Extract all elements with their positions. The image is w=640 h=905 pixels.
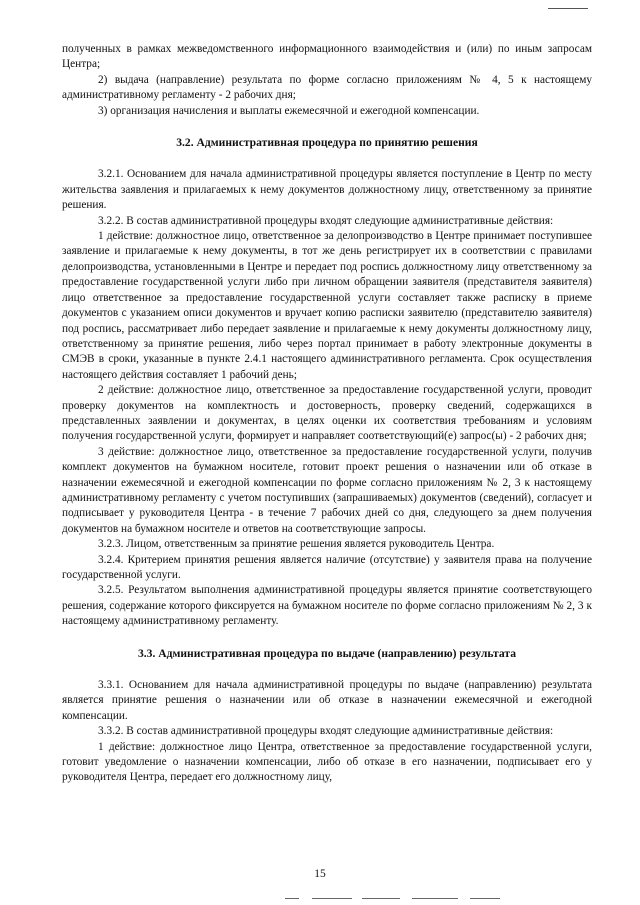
action-1: 1 действие: должностное лицо, ответственное за делопроизводство в Центре принимает поступившее заявление и прилагаемые к нему документы, в тот же день регистрирует их в соответствии с правилами делопроизводства, установленными в Центре и передает под роспись должностному лицу ответственному за предоставление государственной услуги либо при личном обращении заявителя (представителя заявителя) лицо ответственное за предоставление государственной услуги составляет также расписку в приеме документов с указанием описи документов и вручает копию расписки заявителю (представителю заявителя) под роспись, рассматривает либо передает заявление и прилагаемые к нему документы должностному лицу, ответственному за принятие решения, либо через портал принимает в работу электронные документы в СМЭВ в сроки, указанные в пункте 2.4.1 настоящего административного регламента. Срок осуществления настоящего действия составляет 1 рабочий день; — [62, 230, 592, 381]
paragraph-3-3-2: 3.3.2. В состав административной процедуры входят следующие административные действия: — [98, 725, 554, 738]
document-body — [62, 42, 592, 786]
paragraph-3-2-5: 3.2.5. Результатом выполнения административной процедуры является принятие соответствующего решения, содержание которого фиксируется на бумажном носителе по форме согласно приложениям № 2, 3 к настоящему административному регламенту. — [62, 584, 592, 628]
section-heading-3-3: 3.3. Административная процедура по выдаче (направлению) результата — [137, 646, 517, 660]
scan-mark — [412, 898, 458, 899]
page-number: 15 — [314, 868, 326, 880]
action-1-delivery: 1 действие: должностное лицо Центра, ответственное за предоставление государственной услуги, готовит уведомление о назначении компенсации, либо об отказе в его назначении, подписывает его у руководителя Центра, передает его должностному лицу, — [62, 740, 592, 784]
section-heading-3-2: 3.2. Административная процедура по принятию решения — [176, 136, 478, 150]
paragraph-3-2-3: 3.2.3. Лицом, ответственным за принятие решения является руководитель Центра. — [98, 538, 495, 551]
scan-mark — [548, 8, 588, 9]
action-3: 3 действие: должностное лицо, ответственное за предоставление государственной услуги, получив комплект документов на бумажном носителе, готовит проект решения о назначении или об отказе в назначении ежемесячной и ежегодной компенсации по форме согласно приложениям № 2, 3 к настоящему административному регламенту с учетом поступивших (запрашиваемых) документов (сведений), согласует и подписывает у руководителя Центра - в течение 7 рабочих дней со дня, следующего за днем получения документов на бумажном носителе и ответов на соответствующие запросы. — [62, 445, 592, 535]
scan-mark — [470, 898, 500, 899]
list-item-3: 3) организация начисления и выплаты ежемесячной и ежегодной компенсации. — [98, 104, 480, 117]
scan-mark — [362, 898, 400, 899]
action-2: 2 действие: должностное лицо, ответственное за предоставление государственной услуги, проводит проверку документов на комплектность и достоверность, проверку сведений, содержащихся в представленных заявлении и документах, в целях оценки их соответствия требованиям и условиям получения государственной услуги, формирует и направляет соответствующий(е) запрос(ы) - 2 рабочих дня; — [62, 384, 592, 443]
scan-mark — [285, 898, 299, 899]
paragraph-3-3-1: 3.3.1. Основанием для начала административной процедуры по выдаче (направлению) результата является принятие решения о назначении или об отказе в назначении ежемесячной и ежегодной компенсации. — [62, 679, 592, 722]
paragraph-3-2-2: 3.2.2. В состав административной процедуры входят следующие административные действия: — [98, 214, 554, 227]
paragraph-3-2-1: 3.2.1. Основанием для начала административной процедуры является поступление в Центр по месту жительства заявления и прилагаемых к нему документов должностному лицу, ответственному за принятие решения. — [62, 168, 592, 212]
list-item-2: 2) выдача (направление) результата по форме согласно приложениям № 4, 5 к настоящему административному регламенту - 2 рабочих дня; — [62, 73, 592, 102]
paragraph-3-2-4: 3.2.4. Критерием принятия решения является наличие (отсутствие) у заявителя права на получение государственной услуги. — [62, 553, 592, 581]
scan-mark — [312, 898, 352, 899]
paragraph-continuation: полученных в рамках межведомственного информационного взаимодействия и (или) по иным запросам Центра; — [62, 43, 592, 71]
